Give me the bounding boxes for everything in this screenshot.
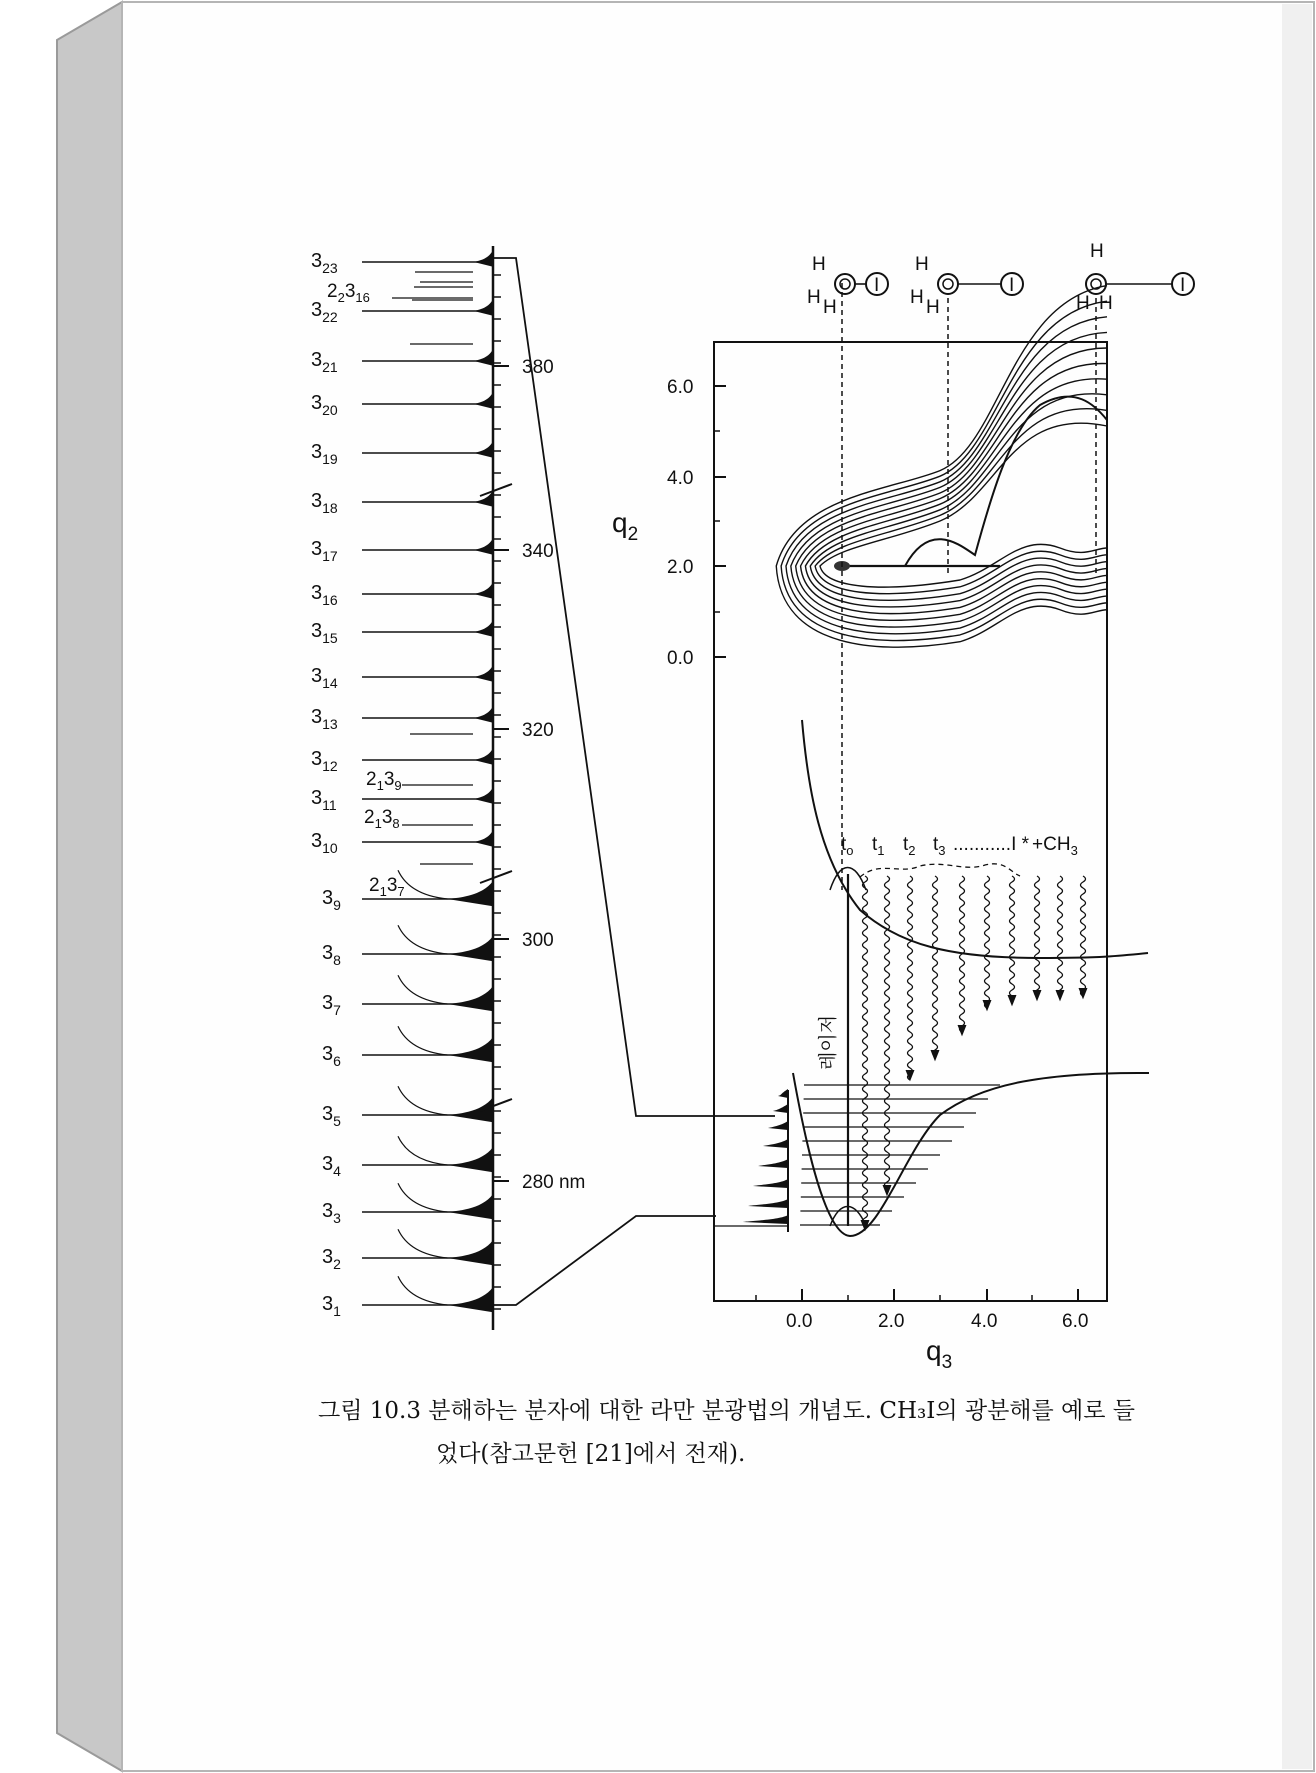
hydrogen-label: H xyxy=(915,254,929,275)
connector-upper xyxy=(493,258,775,1116)
wavelength-tick-label: 340 xyxy=(522,541,554,562)
peak-flank xyxy=(398,870,447,899)
level-label-3-20: $3_{20}$ xyxy=(311,392,338,418)
level-label-3-6: $3_6$ xyxy=(322,1043,341,1069)
emission-arrow xyxy=(1058,876,1063,996)
spectrum-peak xyxy=(447,1037,493,1062)
spectrum-peak xyxy=(474,830,493,847)
spectrum-peak xyxy=(474,349,493,366)
level-label-3-4: $3_4$ xyxy=(322,1153,341,1179)
small-spectrum xyxy=(714,1089,788,1232)
mini-spectrum-peak xyxy=(763,1139,788,1148)
level-label-3-2: $3_2$ xyxy=(322,1246,341,1272)
mini-spectrum-peak xyxy=(753,1179,788,1188)
mini-spectrum-peak xyxy=(773,1104,788,1113)
spectrum-peak xyxy=(474,706,493,723)
connector-lines xyxy=(493,258,775,1305)
emission-arrow xyxy=(933,876,938,1056)
spectrum-peak xyxy=(474,582,493,599)
q2-tick-label: 4.0 xyxy=(667,468,694,489)
level-label-3-5: $3_5$ xyxy=(322,1103,341,1129)
wavelength-tick-label: 320 xyxy=(522,720,554,741)
spectrum-peak xyxy=(474,392,493,409)
level-label-3-1: $3_1$ xyxy=(322,1293,341,1319)
level-label-3-12: $3_{12}$ xyxy=(311,748,338,774)
level-label-3-8: $3_8$ xyxy=(322,942,341,968)
mini-spectrum-peak xyxy=(778,1089,788,1098)
wavelength-tick-label: 380 xyxy=(522,357,554,378)
q3-axis-label: $q_3$ xyxy=(926,1335,953,1373)
spectrum-peak xyxy=(474,299,493,316)
q2-tick-label: 0.0 xyxy=(667,648,694,669)
hydrogen-label: H xyxy=(807,287,821,308)
spectrum-peak xyxy=(474,787,493,804)
level-label-3-23: $3_{23}$ xyxy=(311,250,338,276)
axis-break xyxy=(480,871,512,883)
level-label-3-17: $3_{17}$ xyxy=(311,538,338,564)
level-label-3-9: $3_9$ xyxy=(322,887,341,913)
peak-flank xyxy=(398,1086,447,1115)
combination-label: $2_13_7$ xyxy=(369,875,405,899)
connector-lower xyxy=(493,1216,716,1305)
q2-tick-label: 2.0 xyxy=(667,557,694,578)
emission-arrow xyxy=(863,876,868,1224)
combination-label: $2_23_{16}$ xyxy=(327,281,370,305)
spectrum-peak xyxy=(447,1287,493,1312)
figure-caption xyxy=(318,1390,1208,1476)
hydrogen-label: H xyxy=(910,287,924,308)
spectrum-peak xyxy=(447,1147,493,1172)
level-label-3-16: $3_{16}$ xyxy=(311,582,338,608)
emission-arrowhead xyxy=(931,1050,939,1060)
mini-spectrum-peak xyxy=(748,1199,788,1208)
raman-spectrum xyxy=(311,246,512,1330)
time-label-t2: $t_2$ xyxy=(903,834,916,858)
combination-label: $2_13_8$ xyxy=(364,807,400,831)
iodine-label: I xyxy=(874,275,880,296)
contour-line xyxy=(776,286,1107,648)
mini-spectrum-peak xyxy=(743,1215,788,1224)
q2-axis xyxy=(667,377,726,669)
carbon-atom xyxy=(835,274,855,294)
level-label-3-7: $3_7$ xyxy=(322,992,341,1018)
peak-flank xyxy=(398,1229,447,1258)
contour-map xyxy=(776,286,1107,648)
time-label-t0: $t_o$ xyxy=(841,834,854,858)
q3-tick-label: 4.0 xyxy=(971,1311,998,1332)
carbon-atom-inner xyxy=(943,279,953,289)
axis-break xyxy=(480,484,512,496)
mini-spectrum-peak xyxy=(758,1159,788,1168)
level-label-3-21: $3_{21}$ xyxy=(311,349,338,375)
level-label-3-10: $3_{10}$ xyxy=(311,830,338,856)
level-label-3-3: $3_3$ xyxy=(322,1200,341,1226)
peak-flank xyxy=(398,925,447,954)
spectrum-peak xyxy=(447,1194,493,1219)
wavelength-tick-label: 300 xyxy=(522,930,554,951)
laser-label: 레이저 xyxy=(818,1014,839,1070)
spectrum-peak xyxy=(447,936,493,961)
level-label-3-11: $3_{11}$ xyxy=(311,787,337,813)
iodine-label: I xyxy=(1009,275,1015,296)
emission-arrow xyxy=(1010,876,1015,996)
hydrogen-label: H xyxy=(1099,293,1113,314)
emission-arrow xyxy=(908,876,913,1080)
q2-axis-label: $q_2$ xyxy=(612,507,639,545)
caption-line-1: 그림 10.3 분해하는 분자에 대한 라만 분광법의 개념도. CH₃I의 광분해를 예로 들 xyxy=(318,1398,1136,1424)
emission-arrow xyxy=(1081,876,1086,996)
emission-arrowhead xyxy=(1008,995,1016,1005)
spectrum-peak xyxy=(474,441,493,458)
caption-line-2: 었다(참고문헌 [21]에서 전재). xyxy=(436,1441,746,1467)
level-label-3-14: $3_{14}$ xyxy=(311,665,338,691)
peak-flank xyxy=(398,1136,447,1165)
mini-spectrum-peak xyxy=(768,1121,788,1130)
spectrum-peak xyxy=(474,620,493,637)
spectrum-peak xyxy=(447,1240,493,1265)
q3-axis xyxy=(756,1289,1088,1332)
emission-arrow xyxy=(985,876,990,1008)
iodine-label: I xyxy=(1180,275,1186,296)
peak-flank xyxy=(398,975,447,1004)
emission-arrowhead xyxy=(1056,990,1064,1000)
hydrogen-label: H xyxy=(823,297,837,318)
wavepacket-path xyxy=(860,864,1020,877)
q3-tick-label: 2.0 xyxy=(878,1311,905,1332)
time-label-t1: $t_1$ xyxy=(872,834,885,858)
emission-arrowhead xyxy=(1033,990,1041,1000)
peak-flank xyxy=(398,1183,447,1212)
level-label-3-13: $3_{13}$ xyxy=(311,706,338,732)
combination-label: $2_13_9$ xyxy=(366,769,402,793)
molecule-drawings xyxy=(807,241,1194,318)
peak-flank xyxy=(398,1276,447,1305)
wavelength-tick-label: 280 nm xyxy=(522,1172,586,1193)
level-label-3-19: $3_{19}$ xyxy=(311,441,338,467)
potential-curves xyxy=(793,720,1149,1236)
q3-tick-label: 6.0 xyxy=(1062,1311,1089,1332)
hydrogen-label: H xyxy=(926,297,940,318)
hydrogen-label: H xyxy=(1090,241,1104,262)
spectrum-peak xyxy=(474,250,493,267)
hydrogen-label: H xyxy=(812,254,826,275)
carbon-atom xyxy=(1086,274,1106,294)
spectrum-peak xyxy=(447,881,493,906)
hydrogen-label: H xyxy=(1076,293,1090,314)
q2-tick-label: 6.0 xyxy=(667,377,694,398)
spectrum-peak xyxy=(474,748,493,765)
contour-line xyxy=(805,379,1107,607)
axis-break xyxy=(480,877,512,889)
level-label-3-18: $3_{18}$ xyxy=(311,490,338,516)
spectrum-peak xyxy=(474,538,493,555)
contour-line xyxy=(801,363,1107,613)
emission-arrows xyxy=(861,876,1087,1230)
q3-tick-label: 0.0 xyxy=(786,1311,813,1332)
emission-arrowhead xyxy=(906,1070,914,1080)
trajectory xyxy=(905,397,1107,566)
peak-flank xyxy=(398,1026,447,1055)
carbon-atom xyxy=(938,274,958,294)
level-label-3-22: $3_{22}$ xyxy=(311,299,338,325)
emission-arrow xyxy=(1035,876,1040,996)
products-label: $...........I * +CH_3$ xyxy=(953,834,1078,858)
time-label-t3: $t_3$ xyxy=(933,834,946,858)
spectrum-peak xyxy=(447,986,493,1011)
spectrum-peak xyxy=(474,665,493,682)
level-label-3-15: $3_{15}$ xyxy=(311,620,338,646)
